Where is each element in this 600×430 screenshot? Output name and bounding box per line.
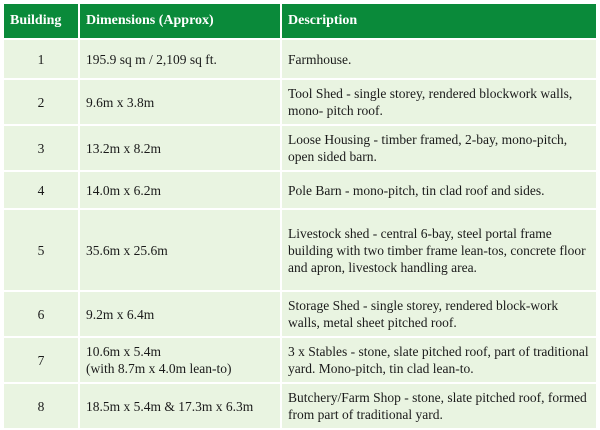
- table-row: [4, 210, 596, 290]
- cell-dimensions: 9.2m x 6.4m: [80, 292, 280, 336]
- cell-dimensions: 18.5m x 5.4m & 17.3m x 6.3m: [80, 384, 280, 428]
- cell-building: 3: [4, 126, 78, 170]
- cell-building: 1: [4, 40, 78, 78]
- cell-dimensions: 9.6m x 3.8m: [80, 80, 280, 124]
- cell-dimensions: 13.2m x 8.2m: [80, 126, 280, 170]
- cell-building: 6: [4, 292, 78, 336]
- header-dimensions: Dimensions (Approx): [80, 4, 280, 38]
- cell-dimensions: 14.0m x 6.2m: [80, 172, 280, 208]
- table-row: [4, 338, 596, 382]
- cell-building: 2: [4, 80, 78, 124]
- cell-description: 3 x Stables - stone, slate pitched roof, part of traditional yard. Mono-pitch, tin clad lean-to.: [282, 338, 596, 382]
- cell-description: Storage Shed - single storey, rendered block-work walls, metal sheet pitched roof.: [282, 292, 596, 336]
- table-row: [4, 126, 596, 170]
- cell-building: 5: [4, 210, 78, 290]
- cell-description: Farmhouse.: [282, 40, 596, 78]
- table-row: [4, 40, 596, 78]
- table-row: [4, 80, 596, 124]
- cell-building: 7: [4, 338, 78, 382]
- cell-description: Pole Barn - mono-pitch, tin clad roof and sides.: [282, 172, 596, 208]
- cell-description: Livestock shed - central 6-bay, steel portal frame building with two timber frame lean-tos, concrete floor and apron, livestock handling area.: [282, 210, 596, 290]
- header-description: Description: [282, 4, 596, 38]
- dimensions-lean-to: (with 8.7m x 4.0m lean-to): [86, 361, 232, 376]
- table-row: [4, 292, 596, 336]
- cell-description: Butchery/Farm Shop - stone, slate pitched roof, formed from part of traditional yard.: [282, 384, 596, 428]
- cell-building: 4: [4, 172, 78, 208]
- table-row: [4, 384, 596, 428]
- cell-dimensions: [80, 338, 280, 382]
- table-row: [4, 172, 596, 208]
- cell-dimensions: 195.9 sq m / 2,109 sq ft.: [80, 40, 280, 78]
- dimensions-main: 10.6m x 5.4m: [86, 344, 162, 359]
- buildings-table-container: [2, 2, 598, 428]
- buildings-table: [2, 2, 598, 430]
- cell-description: Loose Housing - timber framed, 2-bay, mono-pitch, open sided barn.: [282, 126, 596, 170]
- header-building: Building: [4, 4, 78, 38]
- table-header-row: [4, 4, 596, 38]
- cell-dimensions: 35.6m x 25.6m: [80, 210, 280, 290]
- cell-description: Tool Shed - single storey, rendered blockwork walls, mono- pitch roof.: [282, 80, 596, 124]
- cell-building: 8: [4, 384, 78, 428]
